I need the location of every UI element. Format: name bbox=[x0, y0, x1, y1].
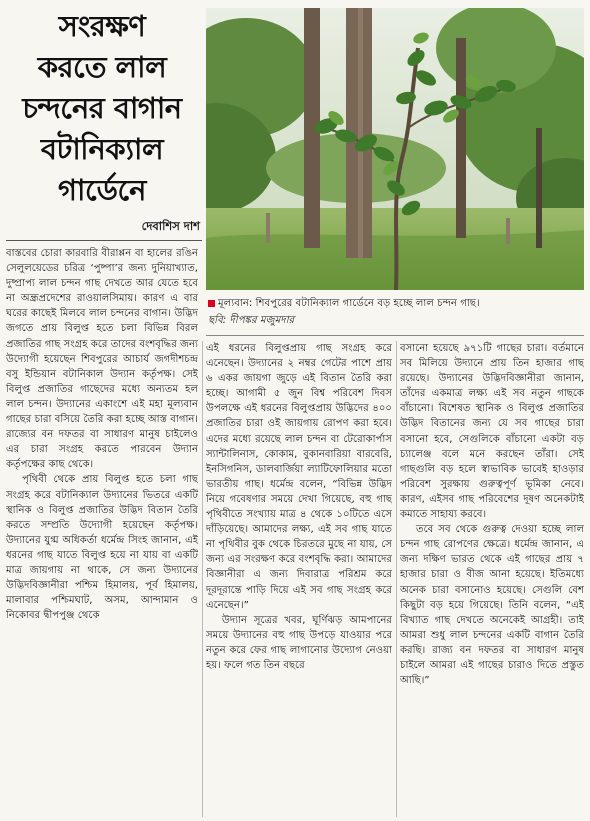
photo-credit: ছবি: দীপঙ্কর মজুমদার bbox=[208, 315, 295, 326]
red-sandalwood-photo bbox=[206, 8, 584, 290]
paragraph: বাস্তবের চোরা কারবারি বীরাপ্পন বা হালের রঙিন সেলুলয়েডের চরিত্র ‘পুষ্পা’র জন্য দুনিয়াখ্যাত, দুষ্প্রাপ্য লাল চন্দন গাছ দেখতে আর যেতে হবে না অন্ধ্রপ্রদেশের রাওয়ালসিমায়। কারণ এ বার ঘরের কাছেই মিলবে লাল চন্দনের বাগান। উদ্ভিদ জগতে প্রায় বিলুপ্ত হতে চলা বিভিন্ন বিরল প্রজাতির গাছ সংগ্রহ করে তাদের বংশবৃদ্ধির জন্য উদ্যোগী হয়েছেন শিবপুরের আচার্য জগদীশচন্দ্র বসু ইন্ডিয়ান বটানিকাল উদ্যান কর্তৃপক্ষ। সেই বিলুপ্ত প্রজাতির গাছেদের মধ্যে অন্যতম হল লাল চন্দন। উদ্যানের একাংশে এই মহা মূল্যবান গাছের চারা বসিয়ে তৈরি করা হচ্ছে আস্ত বাগান। রাজ্যের বন দফতর বা সাধারণ মানুষ চাইলেও এর চারা সংগ্রহ করতে পারবেন উদ্যান কর্তৃপক্ষের কাছ থেকে। bbox=[6, 248, 198, 471]
article-column-1 bbox=[6, 246, 198, 818]
headline-line: সংরক্ষণ bbox=[58, 9, 146, 43]
garden-illustration bbox=[206, 8, 584, 290]
paragraph: পৃথিবী থেকে প্রায় বিলুপ্ত হতে চলা গাছ সংগ্রহ করে বটানিক্যাল উদ্যানের ভিতরে একটি স্থানিক ও বিলুপ্ত প্রজাতির উদ্ভিদ বিতান তৈরি করতে সম্প্রতি উদ্যোগী হয়েছেন কর্তৃপক্ষ। উদ্যানের যুগ্ম অধিকর্তা ধর্মেন্দ্র সিংহ জানান, এই ধরনের গাছ যাতে বিলুপ্ত হয়ে না যায় বা একটি মাত্র জায়গায় না থাকে, সে জন্য উদ্যানের উদ্ভিদবিজ্ঞানীরা পশ্চিম হিমালয়, পূর্ব হিমালয়, মালাবার পশ্চিমঘাট, অসম, আন্দামান ও নিকোবর দ্বীপপুঞ্জ থেকে bbox=[6, 474, 198, 622]
column-divider bbox=[396, 341, 397, 817]
article-column-2 bbox=[206, 341, 392, 819]
paragraph: এই ধরনের বিলুপ্তপ্রায় গাছ সংগ্রহ করে এনেছেন। উদ্যানের ২ নম্বর গেটের পাশে প্রায় ৬ একর জায়গা জুড়ে এই বিতান তৈরি করা হচ্ছে। আগামী ৫ জুন বিশ্ব পরিবেশ দিবস উপলক্ষে এই ধরনের বিলুপ্তপ্রায় উদ্ভিদের ৪০০ প্রজাতির চারা ওই জায়গায় রোপণ করা হবে। এদের মধ্যে রয়েছে লাল চন্দন বা টেরোকার্পাস স্যান্টালিনাস, কোকাম, বুকানবারিয়া বারবেরি, ইনসিগনিস, ডালবার্জিয়া ল্যাটিফোলিয়ার মতো ভারতীয় গাছ। ধর্মেন্দ্র বলেন, “বিভিন্ন উদ্ভিদ নিয়ে গবেষণার সময়ে দেখা গিয়েছে, বহু গাছ পৃথিবীতে সংখ্যায় মাত্র ৪ থেকে ১০টিতে এসে দাঁড়িয়েছে। আমাদের লক্ষ্য, এই সব গাছ যাতে না পৃথিবীর বুক থেকে চিরতরে মুছে না যায়, সে জন্য এর সংরক্ষণ করে বংশবৃদ্ধি করা। আমাদের বিজ্ঞানীরা এ জন্য দিবারাত্র পরিশ্রম করে দূরদূরান্তে পাড়ি দিয়ে এই সব গাছ সংগ্রহ করে এনেছেন।” bbox=[206, 343, 392, 611]
byline: দেবাশিস দাশ bbox=[141, 219, 200, 233]
caption-divider bbox=[206, 335, 584, 336]
byline-divider bbox=[6, 240, 202, 241]
paragraph: বসানো হয়েছে ৯৭১টি গাছের চারা। বর্তমানে সব মিলিয়ে উদ্যানে প্রায় তিন হাজার গাছ রয়েছে। উদ্যানের উদ্ভিদবিজ্ঞানীরা জানান, তাঁদের একমাত্র লক্ষ্য এই সব নতুন গাছকে বাঁচানো। বিশেষত স্থানিক ও বিলুপ্ত প্রজাতির উদ্ভিদ বিতানের জন্য যে সব গাছের চারা বসানো হবে, সেগুলিকে বাঁচানো একটা বড় চ্যালেঞ্জ বলে মনে করছেন তাঁরা। সেই গাছগুলি বড় হলে স্বাভাবিক ভাবেই হাওড়ার পরিবেশ সুরক্ষায় গুরুত্বপূর্ণ ভূমিকা নেবে। কারণ, এইসব গাছ পরিবেশের দূষণ অনেকটাই কমাতে সাহায্য করবে। bbox=[400, 343, 584, 521]
paragraph: উদ্যান সূত্রের খবর, ঘূর্ণিঝড় আমপানের সময়ে উদ্যানের বহু গাছ উপড়ে যাওয়ার পরে নতুন করে ফের গাছ লাগানোর উদ্যোগ নেওয়া হয়। ফলে গত তিন বছরে bbox=[206, 614, 392, 671]
caption-marker-icon bbox=[208, 300, 215, 307]
headline-line: চন্দনের বাগান bbox=[22, 91, 182, 125]
headline-line: বটানিক্যাল bbox=[40, 132, 164, 166]
article-column-3 bbox=[400, 341, 584, 819]
caption-text: মূল্যবান: শিবপুরের বটানিক্যাল গার্ডেনে বড় হচ্ছে লাল চন্দন গাছ। bbox=[218, 298, 480, 309]
photo-caption bbox=[208, 295, 584, 329]
column-divider bbox=[202, 341, 203, 817]
headline bbox=[4, 6, 200, 220]
headline-line: করতে লাল bbox=[37, 50, 167, 84]
headline-line: গার্ডেনে bbox=[58, 173, 146, 207]
paragraph: তবে সব থেকে গুরুত্ব দেওয়া হচ্ছে লাল চন্দন গাছ রোপণের ক্ষেত্রে। ধর্মেন্দ্র জানান, এ জন্য দক্ষিণ ভারত থেকে এই গাছের প্রায় ৭ হাজার চারা ও বীজ আনা হয়েছে। ইতিমধ্যে অনেক চারা বসানোও হয়েছে। সেগুলি বেশ কিছুটা বড় হয়ে গিয়েছে। তিনি বলেন, “এই বিখ্যাত গাছ দেখতে অনেকেই আগ্রহী। তাই আমরা শুধু লাল চন্দনের একটি বাগান তৈরি করছি। রাজ্য বন দফতর বা সাধারণ মানুষ চাইলে আমরা এই গাছের চারাও দিতে প্রস্তুত আছি।” bbox=[400, 524, 584, 687]
